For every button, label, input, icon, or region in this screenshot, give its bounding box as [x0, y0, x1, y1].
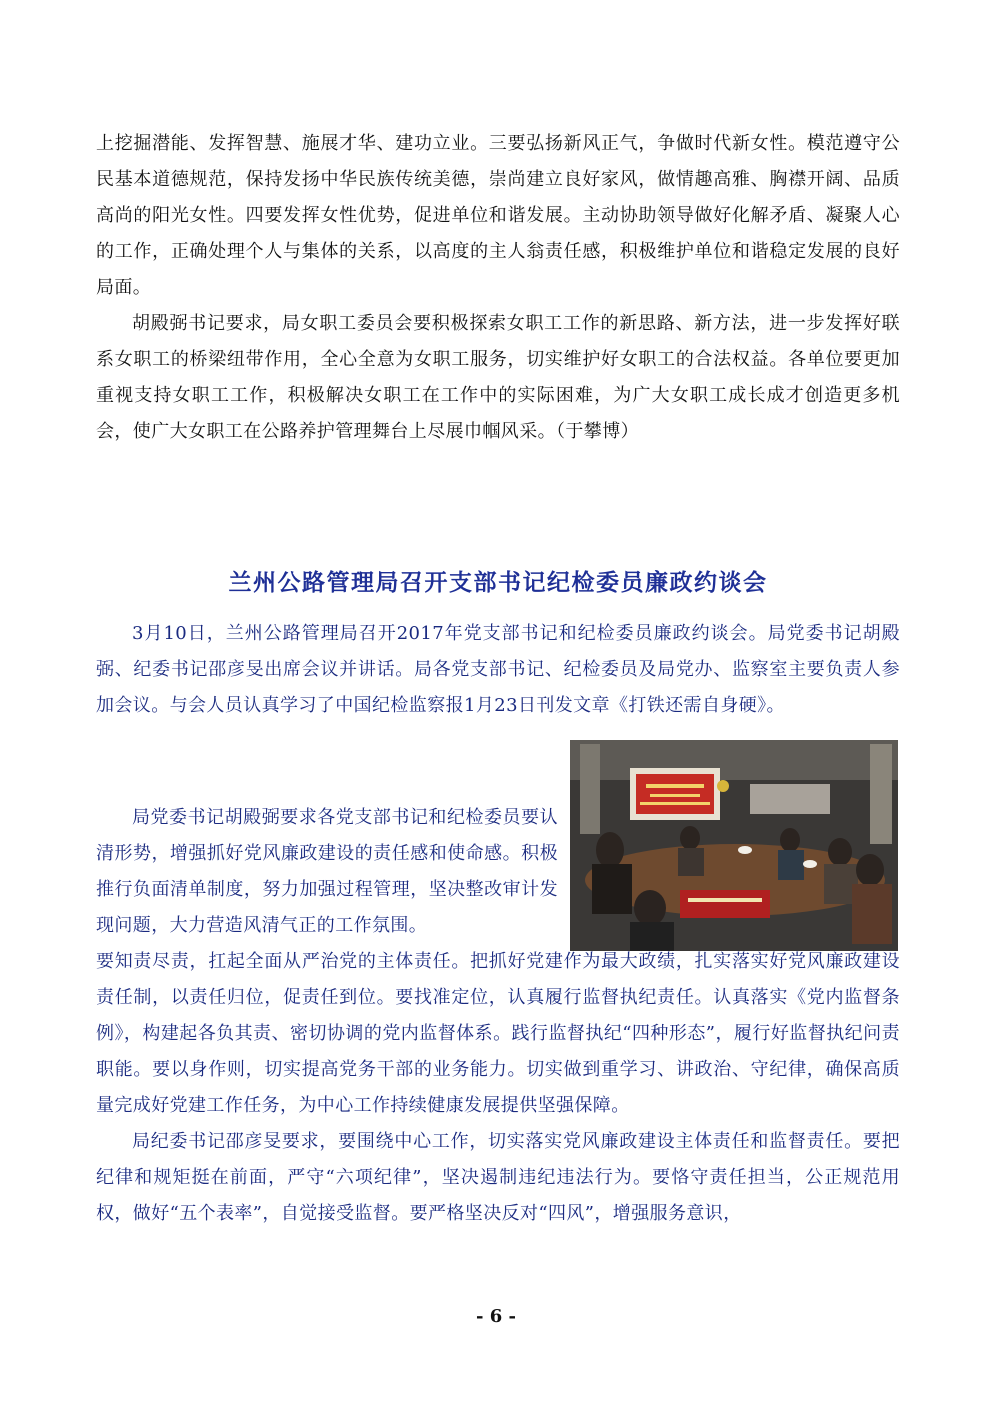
article-title: 兰州公路管理局召开支部书记纪检委员廉政约谈会 — [228, 570, 768, 596]
continued-article-text — [96, 126, 900, 450]
article-wrapped-text — [96, 800, 558, 944]
paragraph-party-secretary-rest: 要知责尽责，扛起全面从严治党的主体责任。把抓好党建作为最大政绩，扎实落实好党风廉政建设责任制，以责任归位，促责任到位。要找准定位，认真履行监督执纪责任。认真落实《党内监督条例》，构建起各负其责、密切协调的党内监督体系。践行监督执纪“四种形态”，履行好监督执纪问责职能。要以身作则，切实提高党务干部的业务能力。切实做到重学习、讲政治、守纪律，确保高质量完成好党建工作任务，为中心工作持续健康发展提供坚强保障。 — [96, 951, 900, 1116]
paragraph-discipline-secretary: 局纪委书记邵彦旻要求，要围绕中心工作，切实落实党风廉政建设主体责任和监督责任。要把纪律和规矩挺在前面，严守“六项纪律”，坚决遏制违纪违法行为。要恪守责任担当，公正规范用权，做好“五个表率”，自觉接受监督。要严格坚决反对“四风”，增强服务意识， — [96, 1131, 900, 1224]
meeting-photo — [570, 740, 898, 951]
paragraph-continued: 上挖掘潜能、发挥智慧、施展才华、建功立业。三要弘扬新风正气，争做时代新女性。模范遵守公民基本道德规范，保持发扬中华民族传统美德，崇尚建立良好家风，做情趣高雅、胸襟开阔、品质高尚的阳光女性。四要发挥女性优势，促进单位和谐发展。主动协助领导做好化解矛盾、凝聚人心的工作，正确处理个人与集体的关系，以高度的主人翁责任感，积极维护单位和谐稳定发展的良好局面。 — [96, 133, 900, 298]
meeting-photo-illustration — [570, 740, 898, 951]
article-body — [96, 944, 900, 1232]
paragraph-hu-requirements: 胡殿弼书记要求，局女职工委员会要积极探索女职工工作的新思路、新方法，进一步发挥好联系女职工的桥梁纽带作用，全心全意为女职工服务，切实维护好女职工的合法权益。各单位要更加重视支持女职工工作，积极解决女职工在工作中的实际困难，为广大女职工成长成才创造更多机会，使广大女职工在公路养护管理舞台上尽展巾帼风采。（于攀博） — [96, 313, 900, 442]
article-intro — [96, 616, 900, 724]
paragraph-intro: 3月10日，兰州公路管理局召开2017年党支部书记和纪检委员廉政约谈会。局党委书记胡殿弼、纪委书记邵彦旻出席会议并讲话。局各党支部书记、纪检委员及局党办、监察室主要负责人参加会议。与会人员认真学习了中国纪检监察报1月23日刊发文章《打铁还需自身硬》。 — [96, 623, 900, 716]
paragraph-party-secretary-wrapped: 局党委书记胡殿弼要求各党支部书记和纪检委员要认清形势，增强抓好党风廉政建设的责任感和使命感。积极推行负面清单制度，努力加强过程管理，坚决整改审计发现问题，大力营造风清气正的工作氛围。 — [96, 807, 558, 936]
page-number: - 6 - — [476, 1306, 516, 1327]
